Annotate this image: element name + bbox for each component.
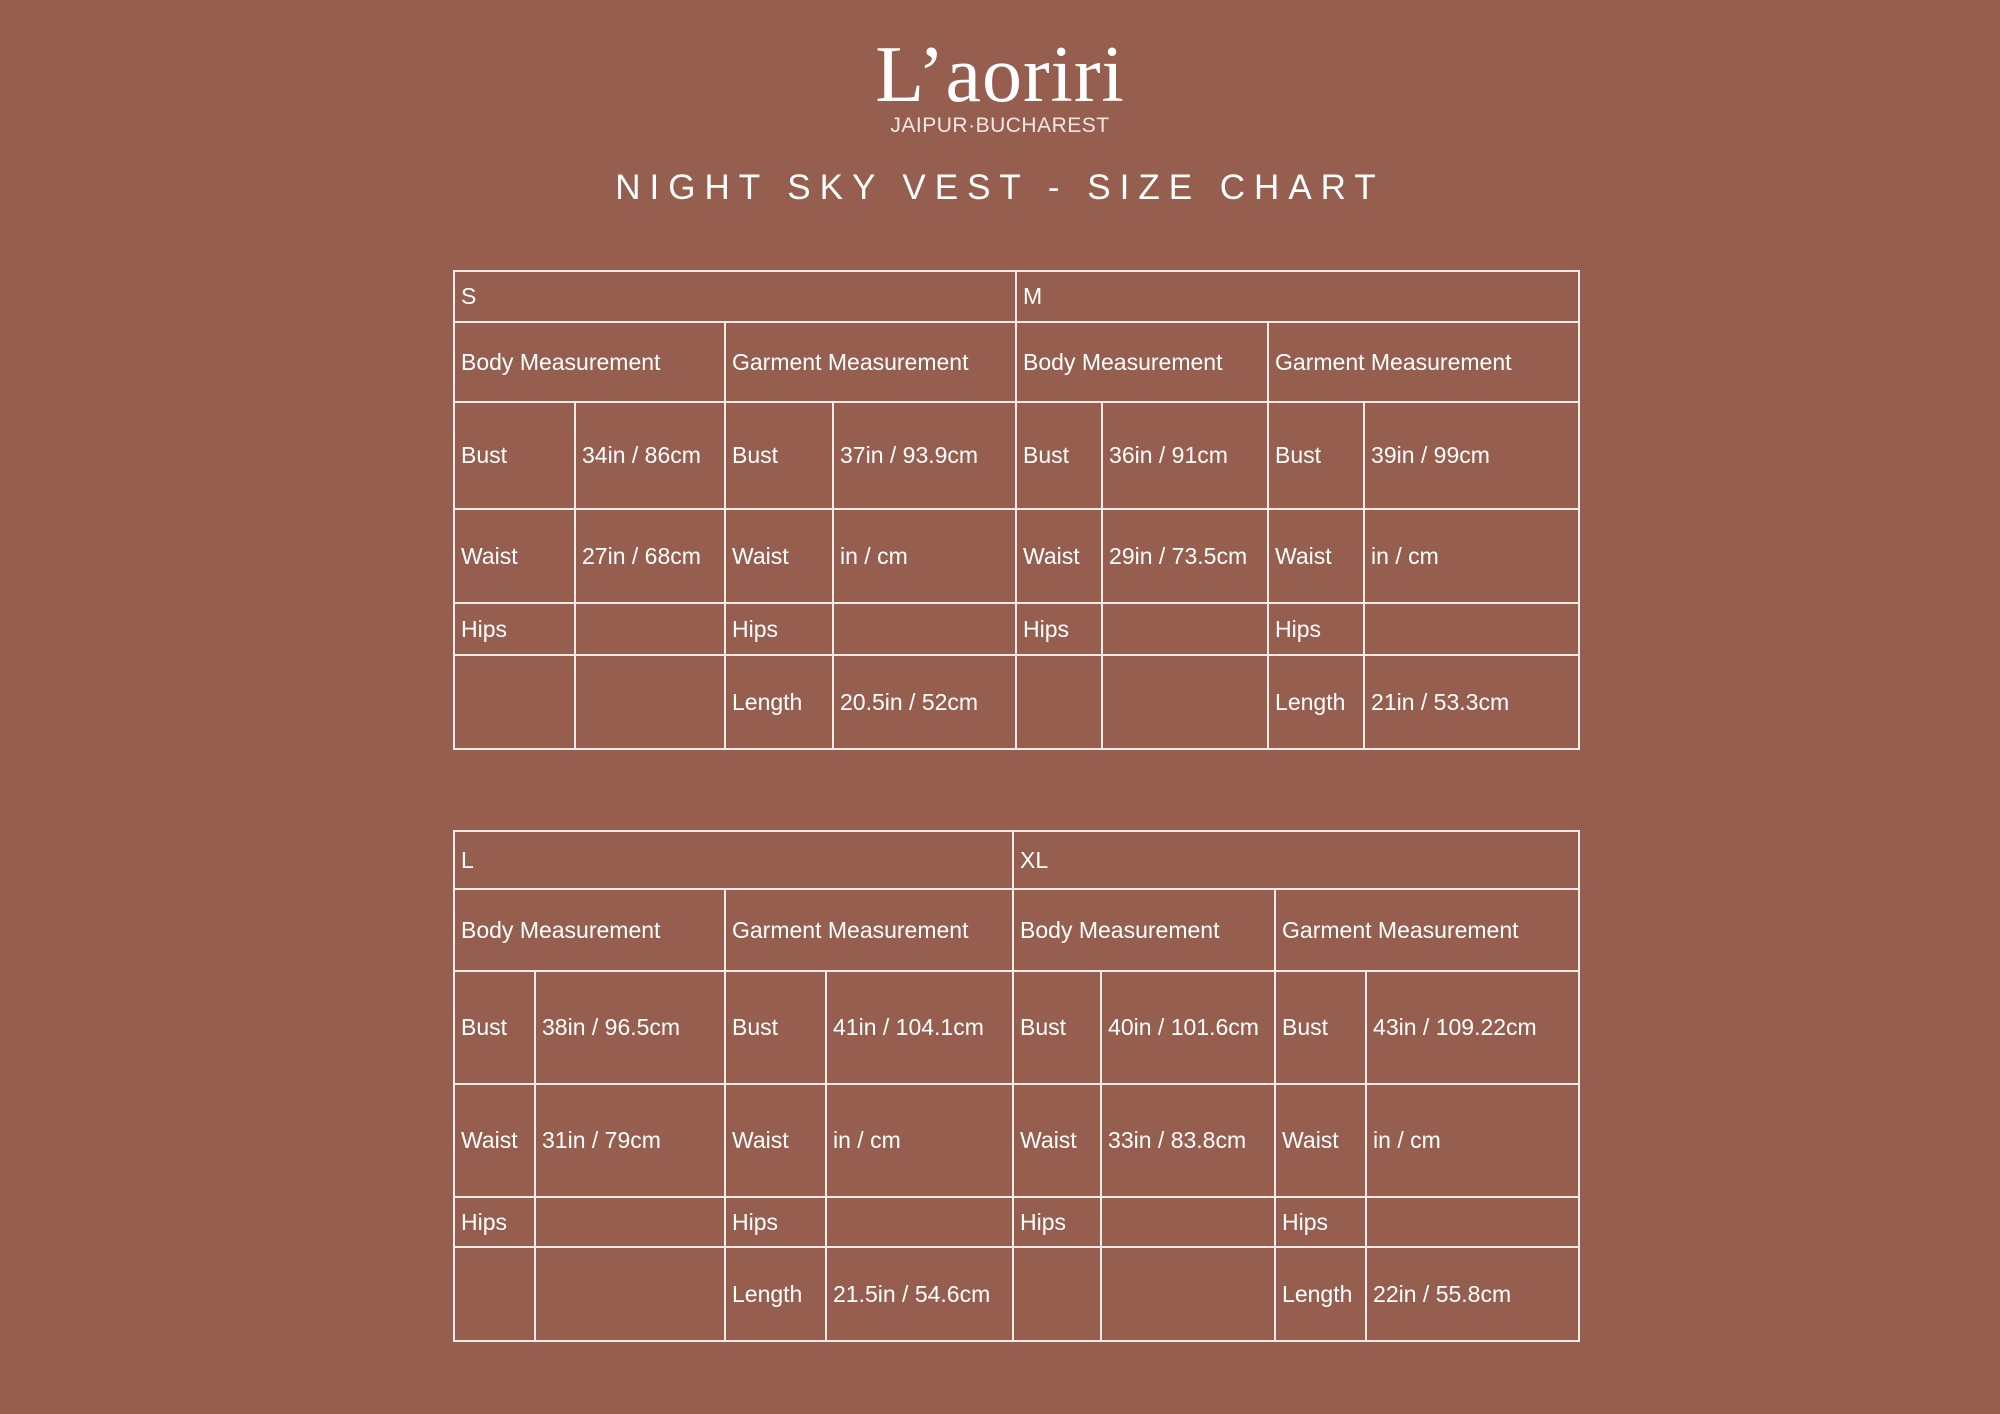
measure-value bbox=[535, 1197, 725, 1247]
table-row bbox=[454, 971, 1579, 1084]
measure-label: Waist bbox=[454, 1084, 535, 1197]
measure-label bbox=[1016, 655, 1102, 749]
size-table-s-m bbox=[453, 270, 1580, 750]
measure-label: Hips bbox=[454, 603, 575, 655]
size-heading: L bbox=[454, 831, 1013, 889]
measure-value: 33in / 83.8cm bbox=[1101, 1084, 1275, 1197]
measure-value: in / cm bbox=[1366, 1084, 1579, 1197]
size-heading: M bbox=[1016, 271, 1579, 322]
measure-label: Hips bbox=[725, 603, 833, 655]
measure-value: 37in / 93.9cm bbox=[833, 402, 1016, 509]
table-row bbox=[454, 402, 1579, 509]
measure-value bbox=[535, 1247, 725, 1341]
size-heading: XL bbox=[1013, 831, 1579, 889]
measure-label: Hips bbox=[1013, 1197, 1101, 1247]
measure-label: Waist bbox=[454, 509, 575, 603]
brand-name: L’aoriri bbox=[875, 31, 1125, 119]
measure-value bbox=[1102, 603, 1268, 655]
measure-label: Length bbox=[725, 1247, 826, 1341]
measure-value: 29in / 73.5cm bbox=[1102, 509, 1268, 603]
measure-label: Waist bbox=[1275, 1084, 1366, 1197]
measure-label: Length bbox=[725, 655, 833, 749]
measure-value: in / cm bbox=[826, 1084, 1013, 1197]
measure-label bbox=[1013, 1247, 1101, 1341]
measure-value bbox=[575, 603, 725, 655]
table-row bbox=[454, 1084, 1579, 1197]
measure-value: 27in / 68cm bbox=[575, 509, 725, 603]
measure-label bbox=[454, 1247, 535, 1341]
measure-label: Hips bbox=[454, 1197, 535, 1247]
body-measurement-header: Body Measurement bbox=[454, 322, 725, 402]
measure-value: 21in / 53.3cm bbox=[1364, 655, 1579, 749]
measure-value: 20.5in / 52cm bbox=[833, 655, 1016, 749]
measure-value: 41in / 104.1cm bbox=[826, 971, 1013, 1084]
measure-value bbox=[575, 655, 725, 749]
measure-value: 22in / 55.8cm bbox=[1366, 1247, 1579, 1341]
measure-value: in / cm bbox=[1364, 509, 1579, 603]
measure-label: Length bbox=[1275, 1247, 1366, 1341]
table-row bbox=[454, 655, 1579, 749]
table-row bbox=[454, 1247, 1579, 1341]
table-row bbox=[454, 603, 1579, 655]
measure-value: 34in / 86cm bbox=[575, 402, 725, 509]
measure-label: Bust bbox=[1016, 402, 1102, 509]
size-heading: S bbox=[454, 271, 1016, 322]
measure-value bbox=[1101, 1197, 1275, 1247]
measure-value bbox=[1366, 1197, 1579, 1247]
measure-label: Waist bbox=[725, 509, 833, 603]
table-row bbox=[454, 509, 1579, 603]
measure-label: Waist bbox=[1268, 509, 1364, 603]
measure-value bbox=[833, 603, 1016, 655]
measure-value: 40in / 101.6cm bbox=[1101, 971, 1275, 1084]
garment-measurement-header: Garment Measurement bbox=[725, 889, 1013, 971]
garment-measurement-header: Garment Measurement bbox=[725, 322, 1016, 402]
brand-logo bbox=[0, 30, 2000, 138]
measure-label: Bust bbox=[454, 402, 575, 509]
measure-label: Bust bbox=[454, 971, 535, 1084]
garment-measurement-header: Garment Measurement bbox=[1275, 889, 1579, 971]
measure-label: Bust bbox=[725, 402, 833, 509]
measure-label: Bust bbox=[1275, 971, 1366, 1084]
measure-label: Length bbox=[1268, 655, 1364, 749]
measure-label: Waist bbox=[725, 1084, 826, 1197]
measure-value: 39in / 99cm bbox=[1364, 402, 1579, 509]
measure-label: Hips bbox=[1275, 1197, 1366, 1247]
measure-label: Bust bbox=[725, 971, 826, 1084]
measure-label: Bust bbox=[1268, 402, 1364, 509]
measure-label: Waist bbox=[1016, 509, 1102, 603]
body-measurement-header: Body Measurement bbox=[454, 889, 725, 971]
measure-value bbox=[826, 1197, 1013, 1247]
measure-value bbox=[1364, 603, 1579, 655]
garment-measurement-header: Garment Measurement bbox=[1268, 322, 1579, 402]
measure-label: Waist bbox=[1013, 1084, 1101, 1197]
brand-subtitle: JAIPUR·BUCHAREST bbox=[890, 114, 1110, 137]
measure-label bbox=[454, 655, 575, 749]
body-measurement-header: Body Measurement bbox=[1013, 889, 1275, 971]
measure-label: Hips bbox=[1016, 603, 1102, 655]
measure-value: 21.5in / 54.6cm bbox=[826, 1247, 1013, 1341]
measure-value: 43in / 109.22cm bbox=[1366, 971, 1579, 1084]
measure-label: Hips bbox=[1268, 603, 1364, 655]
measure-value bbox=[1102, 655, 1268, 749]
measure-label: Bust bbox=[1013, 971, 1101, 1084]
measure-value bbox=[1101, 1247, 1275, 1341]
table-row bbox=[454, 1197, 1579, 1247]
measure-value: 31in / 79cm bbox=[535, 1084, 725, 1197]
measure-label: Hips bbox=[725, 1197, 826, 1247]
page-title: NIGHT SKY VEST - SIZE CHART bbox=[615, 168, 1385, 207]
measure-value: 36in / 91cm bbox=[1102, 402, 1268, 509]
measure-value: in / cm bbox=[833, 509, 1016, 603]
size-table-l-xl bbox=[453, 830, 1580, 1342]
body-measurement-header: Body Measurement bbox=[1016, 322, 1268, 402]
measure-value: 38in / 96.5cm bbox=[535, 971, 725, 1084]
